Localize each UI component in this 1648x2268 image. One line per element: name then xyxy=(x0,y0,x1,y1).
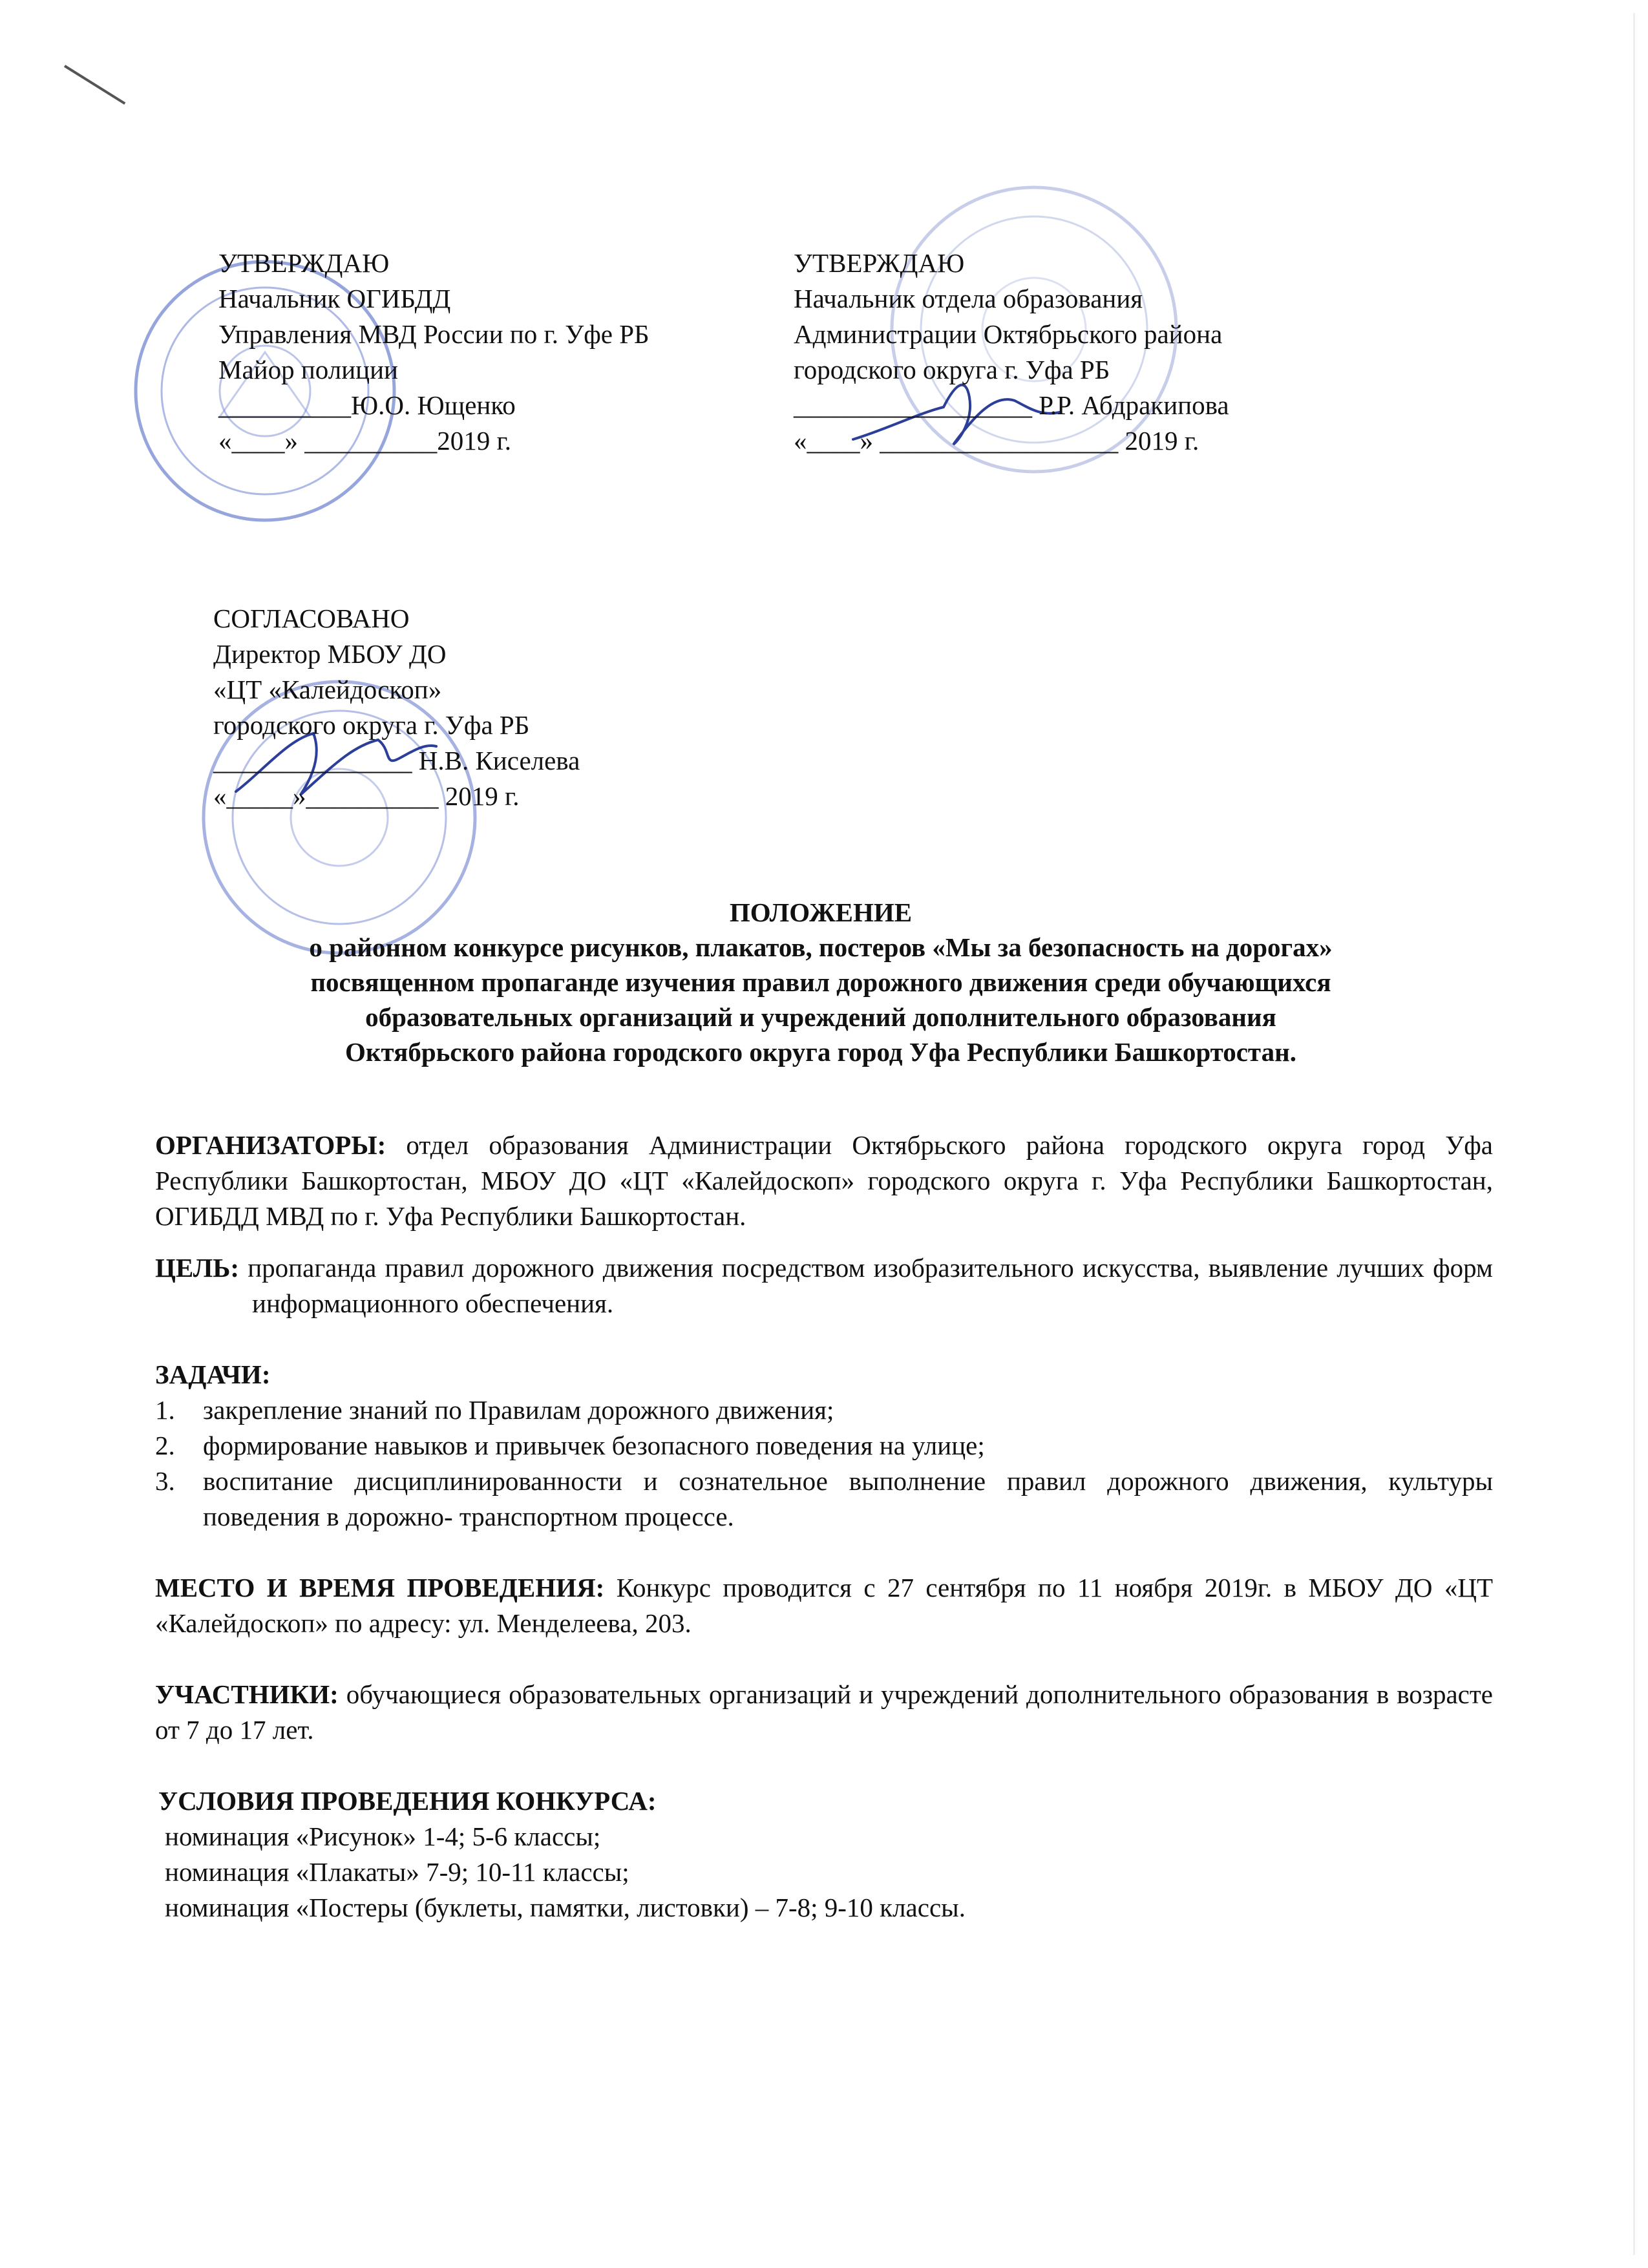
approver-rank: Майор полиции xyxy=(218,355,398,384)
section-text: Конкурс проводится с 27 сентября по 11 ноября 2019г. в МБОУ ДО «ЦТ «Калейдоскоп» по адресу: ул. Менделеева, 203. xyxy=(155,1573,1493,1638)
document-body xyxy=(155,1128,1493,1926)
agreer-signature-line: _______________ Н.В. Киселева xyxy=(213,746,580,775)
section-text: обучающиеся образовательных организаций и учреждений дополнительного образования в возрасте от 7 до 17 лет. xyxy=(155,1679,1493,1745)
section-place-time xyxy=(155,1570,1493,1641)
condition-item: номинация «Постеры (буклеты, памятки, листовки) – 7-8; 9-10 классы. xyxy=(165,1893,966,1922)
approval-block-gibdd xyxy=(218,246,650,459)
scan-edge-line xyxy=(1633,13,1635,2255)
list-item xyxy=(155,1464,1493,1535)
approval-date-line: «____» __________2019 г. xyxy=(218,426,511,456)
section-label: УЧАСТНИКИ: xyxy=(155,1679,339,1709)
title-line: Октябрьского района городского округа город Уфа Республики Башкортостан. xyxy=(345,1037,1296,1067)
section-label: МЕСТО И ВРЕМЯ ПРОВЕДЕНИЯ: xyxy=(155,1573,605,1602)
approver-position: Начальник ОГИБДД xyxy=(218,284,451,313)
list-item xyxy=(155,1428,1493,1464)
list-item-number: 2. xyxy=(155,1431,175,1460)
approver-organization: Управления МВД России по г. Уфе РБ xyxy=(218,319,650,349)
section-conditions-label: УСЛОВИЯ ПРОВЕДЕНИЯ КОНКУРСА: xyxy=(158,1786,657,1816)
approval-heading: УТВЕРЖДАЮ xyxy=(218,248,390,278)
document-title xyxy=(155,895,1486,1069)
agreement-date-line: «_____»__________ 2019 г. xyxy=(213,781,520,811)
approver-organization: Администрации Октябрьского района xyxy=(794,319,1223,349)
section-participants xyxy=(155,1677,1493,1748)
list-item-text: закрепление знаний по Правилам дорожного движения; xyxy=(203,1395,834,1425)
list-item-number: 1. xyxy=(155,1395,175,1425)
approver-signature-line: __________Ю.О. Ющенко xyxy=(218,390,516,420)
approval-heading: УТВЕРЖДАЮ xyxy=(794,248,965,278)
scan-artifact-line xyxy=(64,65,125,105)
list-item-text: воспитание дисциплинированности и сознательное выполнение правил дорожного движения, культуры поведения в дорожно- транспортном процессе. xyxy=(203,1466,1493,1531)
approval-block-education xyxy=(794,246,1229,459)
section-tasks-label: ЗАДАЧИ: xyxy=(155,1360,271,1389)
list-item-number: 3. xyxy=(155,1466,175,1496)
section-organizers xyxy=(155,1128,1493,1234)
agreement-heading: СОГЛАСОВАНО xyxy=(213,604,410,633)
title-line: образовательных организаций и учреждений дополнительного образования xyxy=(365,1002,1276,1032)
agreer-city: городского округа г. Уфа РБ xyxy=(213,710,530,740)
approver-position: Начальник отдела образования xyxy=(794,284,1143,313)
section-goal xyxy=(155,1250,1493,1321)
tasks-list xyxy=(155,1392,1493,1535)
title-line: о районном конкурсе рисунков, плакатов, постеров «Мы за безопасность на дорогах» xyxy=(309,932,1333,962)
agreement-block xyxy=(213,601,580,814)
approver-signature-line: __________________ Р.Р. Абдракипова xyxy=(794,390,1229,420)
title-main: ПОЛОЖЕНИЕ xyxy=(729,898,913,927)
section-label: ЦЕЛЬ: xyxy=(155,1253,240,1283)
condition-item: номинация «Плакаты» 7-9; 10-11 классы; xyxy=(165,1857,629,1887)
section-text: пропаганда правил дорожного движения посредством изобразительного искусства, выявление лучших форм информационного обеспечения. xyxy=(239,1253,1493,1318)
list-item xyxy=(155,1392,1493,1428)
agreer-organization: «ЦТ «Калейдоскоп» xyxy=(213,675,442,704)
agreer-position: Директор МБОУ ДО xyxy=(213,639,447,669)
section-text: отдел образования Администрации Октябрьского района городского округа город Уфа Республики Башкортостан, МБОУ ДО «ЦТ «Калейдоскоп» городского округа г. Уфа Республики Башкортостан, ОГИБДД МВД по г. Уфа Республики Башкортостан. xyxy=(155,1130,1493,1231)
condition-item: номинация «Рисунок» 1-4; 5-6 классы; xyxy=(165,1822,601,1851)
title-line: посвященном пропаганде изучения правил дорожного движения среди обучающихся xyxy=(310,967,1331,997)
list-item-text: формирование навыков и привычек безопасного поведения на улице; xyxy=(203,1431,985,1460)
section-label: ОРГАНИЗАТОРЫ: xyxy=(155,1130,386,1160)
approver-city: городского округа г. Уфа РБ xyxy=(794,355,1110,384)
approval-date-line: «____» __________________ 2019 г. xyxy=(794,426,1199,456)
